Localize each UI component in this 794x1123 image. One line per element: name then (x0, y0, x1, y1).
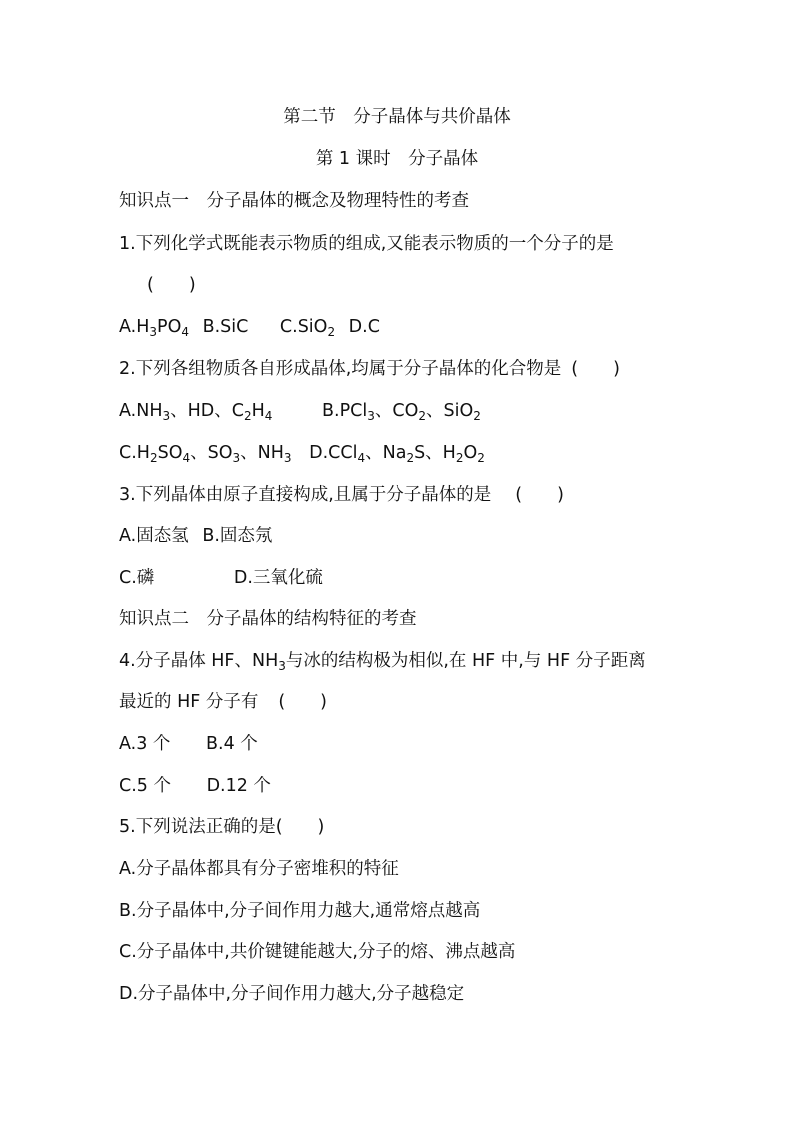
knowledge-point-1-heading: 知识点一 分子晶体的概念及物理特性的考查 (119, 191, 469, 211)
option-b: B.4 个 (206, 734, 258, 754)
question-1-answer-bracket: ( ) (147, 275, 196, 295)
option-a: $A.H_3PO_4$ (119, 317, 189, 339)
question-5-answer-bracket: ( ) (275, 817, 325, 837)
question-3-stem: 3.下列晶体由原子直接构成,且属于分子晶体的是 ( ) (119, 485, 564, 505)
question-4-stem-line-2: 最近的 HF 分子有 ( ) (119, 692, 328, 712)
option-c: C.磷 (119, 568, 155, 588)
option-d: D.12 个 (206, 776, 271, 796)
question-3-options-row-1 (119, 524, 272, 548)
lesson-title: 第 1 课时 分子晶体 (315, 149, 479, 169)
option-a: A.3 个 (119, 734, 171, 754)
question-4-answer-bracket: ( ) (278, 692, 328, 712)
option-d: D.CCl$_4$、$Na_2S$、$H_2O_2$ (309, 443, 485, 465)
question-5-option-a: A.分子晶体都具有分子密堆积的特征 (119, 859, 399, 879)
question-3-options-row-2 (119, 566, 323, 590)
option-a: $A.NH_3$、HD、$C_2H_4$ (119, 401, 273, 423)
question-5-option-c: C.分子晶体中,共价键键能越大,分子的熔、沸点越高 (119, 942, 516, 962)
question-2-options-row-1 (119, 399, 481, 423)
question-4-stem-line-1: 4.分子晶体 HF、$NH_3$与冰的结构极为相似,在 HF 中,与 HF 分子距离 (119, 651, 646, 673)
option-c: C.5 个 (119, 776, 171, 796)
section-title: 第二节 分子晶体与共价晶体 (283, 107, 511, 127)
option-b: B.PCl$_3$、$CO_2$、SiO$_2$ (322, 401, 481, 423)
option-c: $C.H_2SO_4$、$SO_3$、$NH_3$ (119, 443, 292, 465)
option-a: A.固态氢 (119, 526, 189, 546)
question-4-options-row-1 (119, 732, 258, 756)
option-b: B.固态氖 (202, 526, 273, 546)
option-d: D.三氧化硫 (233, 568, 323, 588)
question-5-option-b: B.分子晶体中,分子间作用力越大,通常熔点越高 (119, 901, 481, 921)
option-b: B.SiC (202, 317, 249, 337)
question-1-stem: 1.下列化学式既能表示物质的组成,又能表示物质的一个分子的是 (119, 234, 614, 254)
question-3-answer-bracket: ( ) (515, 485, 564, 505)
knowledge-point-2-heading: 知识点二 分子晶体的结构特征的考查 (119, 609, 417, 629)
question-2-options-row-2 (119, 441, 485, 465)
option-c: C.SiO$_2$ (279, 317, 336, 339)
question-5-stem: 5.下列说法正确的是( ) (119, 817, 325, 837)
option-d: D.C (348, 317, 380, 337)
question-1-options (119, 315, 380, 339)
question-4-options-row-2 (119, 774, 271, 798)
question-2-stem: 2.下列各组物质各自形成晶体,均属于分子晶体的化合物是 ( ) (119, 359, 620, 379)
question-5-option-d: D.分子晶体中,分子间作用力越大,分子越稳定 (119, 984, 465, 1004)
question-2-answer-bracket: ( ) (571, 359, 620, 379)
